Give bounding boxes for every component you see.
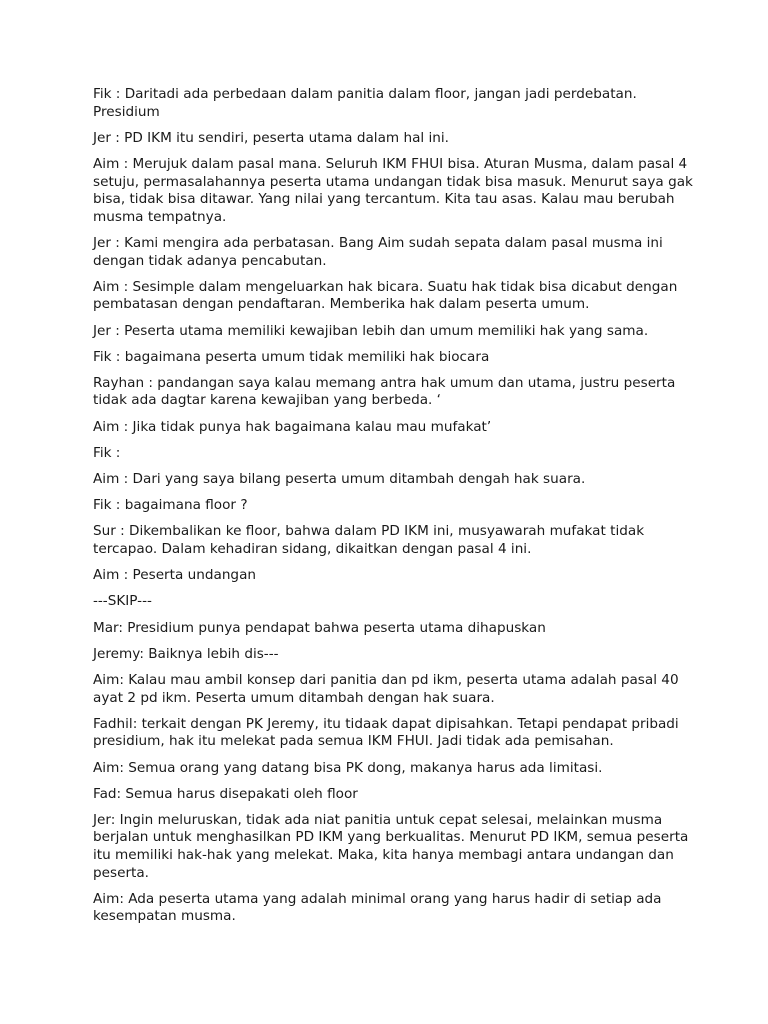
- paragraph: Jer : Kami mengira ada perbatasan. Bang Aim sudah sepata dalam pasal musma ini dengan tidak adanya pencabutan.: [93, 234, 663, 269]
- paragraph: Aim : Jika tidak punya hak bagaimana kalau mau mufakat’: [93, 418, 492, 435]
- paragraph: Aim: Kalau mau ambil konsep dari panitia dan pd ikm, peserta utama adalah pasal 40 ayat 2 pd ikm. Peserta umum ditambah dengan hak suara.: [93, 671, 679, 706]
- paragraph: Jeremy: Baiknya lebih dis---: [93, 645, 279, 662]
- paragraph: Aim: Ada peserta utama yang adalah minimal orang yang harus hadir di setiap ada kesempatan musma.: [93, 890, 662, 925]
- paragraph: Aim: Semua orang yang datang bisa PK dong, makanya harus ada limitasi.: [93, 759, 603, 776]
- paragraph: Fik : bagaimana peserta umum tidak memiliki hak biocara: [93, 348, 490, 365]
- paragraph: Sur : Dikembalikan ke floor, bahwa dalam PD IKM ini, musyawarah mufakat tidak tercapao. Dalam kehadiran sidang, dikaitkan dengan pasal 4 ini.: [93, 523, 645, 557]
- paragraph: Fik : Daritadi ada perbedaan dalam panitia dalam floor, jangan jadi perdebatan. Presidium: [93, 86, 637, 120]
- document-body: [93, 86, 693, 935]
- paragraph: Jer : Peserta utama memiliki kewajiban lebih dan umum memiliki hak yang sama.: [93, 322, 649, 339]
- paragraph: Fik : bagaimana floor ?: [93, 497, 248, 514]
- paragraph: Fik :: [93, 444, 121, 461]
- paragraph: Jer: Ingin meluruskan, tidak ada niat panitia untuk cepat selesai, melainkan musma berjalan untuk menghasilkan PD IKM yang berkualitas. Menurut PD IKM, semua peserta itu memiliki hak-hak yang melekat. Maka, kita hanya membagi antara undangan dan peserta.: [93, 811, 689, 881]
- paragraph: Mar: Presidium punya pendapat bahwa peserta utama dihapuskan: [93, 619, 546, 636]
- paragraph: Fad: Semua harus disepakati oleh floor: [93, 785, 358, 802]
- paragraph: Aim : Merujuk dalam pasal mana. Seluruh IKM FHUI bisa. Aturan Musma, dalam pasal 4 setuju, permasalahannya peserta utama undangan tidak bisa masuk. Menurut saya gak bisa, tidak bisa ditawar. Yang nilai yang tercantum. Kita tau asas. Kalau mau berubah musma tempatnya.: [93, 155, 693, 225]
- paragraph: ---SKIP---: [93, 593, 152, 610]
- paragraph: Rayhan : pandangan saya kalau memang antra hak umum dan utama, justru peserta tidak ada dagtar karena kewajiban yang berbeda. ‘: [93, 374, 676, 409]
- paragraph: Fadhil: terkait dengan PK Jeremy, itu tidaak dapat dipisahkan. Tetapi pendapat pribadi presidium, hak itu melekat pada semua IKM FHUI. Jadi tidak ada pemisahan.: [93, 715, 679, 750]
- paragraph: Jer : PD IKM itu sendiri, peserta utama dalam hal ini.: [93, 129, 449, 146]
- paragraph: Aim : Sesimple dalam mengeluarkan hak bicara. Suatu hak tidak bisa dicabut dengan pembatasan dengan pendaftaran. Memberika hak dalam peserta umum.: [93, 278, 678, 313]
- paragraph: Aim : Peserta undangan: [93, 567, 257, 584]
- paragraph: Aim : Dari yang saya bilang peserta umum ditambah dengah hak suara.: [93, 471, 586, 488]
